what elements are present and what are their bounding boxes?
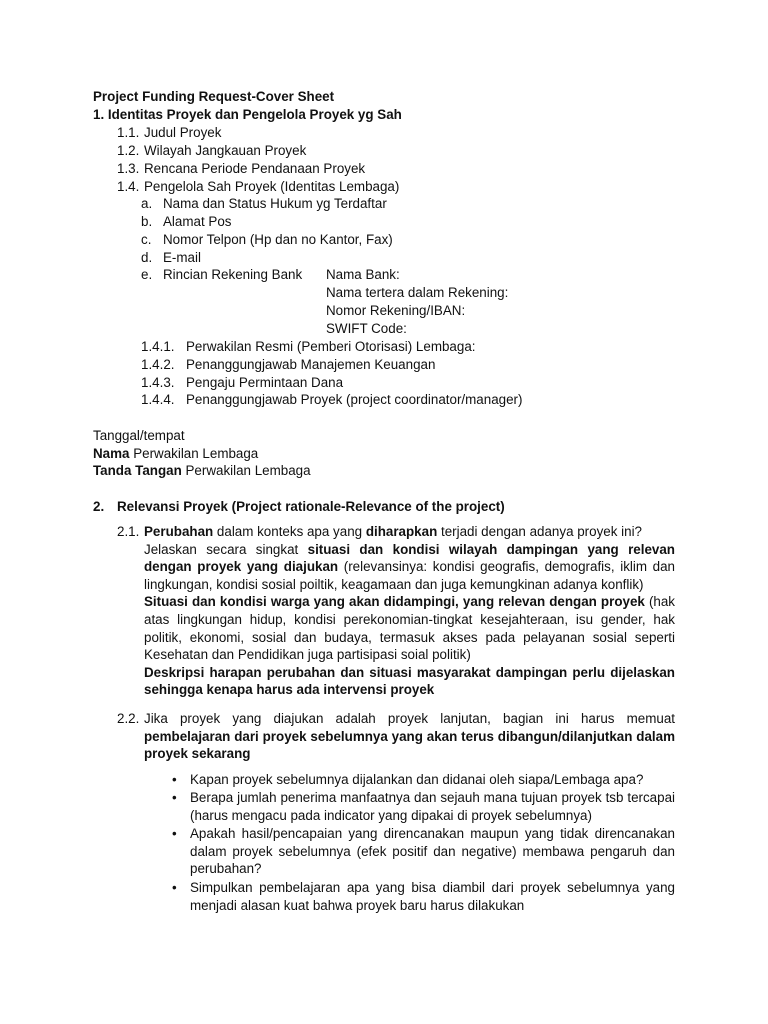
item-number: 1.3.	[117, 161, 140, 176]
sub-letter: c.	[141, 232, 152, 247]
item-text: Rencana Periode Pendanaan Proyek	[144, 161, 366, 176]
bullet-item: Berapa jumlah penerima manfaatnya dan sejauh mana tujuan proyek tsb tercapai (harus mengacu pada indicator yang dipakai di proyek sebelumnya)	[190, 790, 675, 823]
bullet-item: Simpulkan pembelajaran apa yang bisa diambil dari proyek sebelumnya yang menjadi alasan kuat bahwa proyek baru harus dilakukan	[190, 880, 675, 913]
paragraph-2-1: Perubahan dalam konteks apa yang diharapkan terjadi dengan adanya proyek ini? Jelaskan secara singkat situasi dan kondisi wilayah dampingan yang relevan dengan proyek yang diajukan (relevansinya: kondisi geografis, demografis, iklim dan lingkungan, kondisi sosial poiltik, keagamaan dan juga kemungkinan adanya konflik) Situasi dan kondisi warga yang akan didampingi, yang relevan dengan proyek (hak atas lingkungan hidup, kondisi perekonomian-tingkat kesejahteraan, isu gender, hak politik, ekonomi, sosial dan budaya, termasuk akses pada pelayanan sosial seperti Kesehatan dan Pendidikan juga partisipasi soial politik) Deskripsi harapan perubahan dan situasi masyarakat dampingan perlu dijelaskan sehingga kenapa harus ada intervensi proyek	[144, 524, 675, 698]
sub-text: Rincian Rekening Bank	[163, 267, 303, 282]
item-number: 2.1.	[117, 524, 140, 539]
sub-letter: e.	[141, 267, 153, 282]
sub-letter: b.	[141, 214, 153, 229]
document-title: Project Funding Request-Cover Sheet	[93, 89, 335, 104]
item-text: Penanggungjawab Proyek (project coordinator/manager)	[186, 392, 523, 407]
sub-text: E-mail	[163, 250, 201, 265]
section-2-number: 2.	[93, 499, 105, 514]
bullet-item: Apakah hasil/pencapaian yang direncanakan maupun yang tidak direncanakan dalam proyek sebelumnya (efek positif dan negative) membawa pengaruh dan perubahan?	[190, 826, 675, 877]
bank-field-label: Nama Bank:	[326, 267, 400, 282]
date-place-label: Tanggal/tempat	[93, 428, 185, 443]
item-number: 1.4.1.	[141, 339, 175, 354]
bullet-icon: •	[172, 772, 177, 787]
bullet-icon: •	[172, 880, 177, 895]
item-text: Pengelola Sah Proyek (Identitas Lembaga)	[144, 179, 400, 194]
sub-text: Alamat Pos	[163, 214, 232, 229]
bank-field-label: SWIFT Code:	[326, 321, 407, 336]
item-number: 1.2.	[117, 143, 140, 158]
sub-text: Nama dan Status Hukum yg Terdaftar	[163, 196, 387, 211]
item-number: 1.4.4.	[141, 392, 175, 407]
signature-label: Tanda Tangan Perwakilan Lembaga	[93, 463, 311, 478]
paragraph-2-2: Jika proyek yang diajukan adalah proyek lanjutan, bagian ini harus memuat pembelajaran dari proyek sebelumnya yang akan terus dibangun/dilanjutkan dalam proyek sekarang	[144, 711, 675, 762]
sub-letter: d.	[141, 250, 153, 265]
sub-letter: a.	[141, 196, 153, 211]
section-2-heading: Relevansi Proyek (Project rationale-Relevance of the project)	[117, 499, 505, 514]
item-number: 1.4.	[117, 179, 140, 194]
sub-text: Nomor Telpon (Hp dan no Kantor, Fax)	[163, 232, 393, 247]
bank-field-label: Nama tertera dalam Rekening:	[326, 285, 509, 300]
item-text: Perwakilan Resmi (Pemberi Otorisasi) Lembaga:	[186, 339, 476, 354]
item-number: 2.2.	[117, 711, 140, 726]
item-text: Penanggungjawab Manajemen Keuangan	[186, 357, 436, 372]
item-text: Judul Proyek	[144, 125, 222, 140]
item-text: Pengaju Permintaan Dana	[186, 375, 344, 390]
item-number: 1.4.2.	[141, 357, 175, 372]
item-number: 1.1.	[117, 125, 140, 140]
bank-field-label: Nomor Rekening/IBAN:	[326, 303, 466, 318]
bullet-item: Kapan proyek sebelumnya dijalankan dan didanai oleh siapa/Lembaga apa?	[190, 772, 644, 787]
section-1-heading: 1. Identitas Proyek dan Pengelola Proyek yg Sah	[93, 107, 402, 122]
item-number: 1.4.3.	[141, 375, 175, 390]
bullet-icon: •	[172, 790, 177, 805]
name-label: Nama Perwakilan Lembaga	[93, 446, 259, 461]
bullet-icon: •	[172, 826, 177, 841]
item-text: Wilayah Jangkauan Proyek	[144, 143, 307, 158]
